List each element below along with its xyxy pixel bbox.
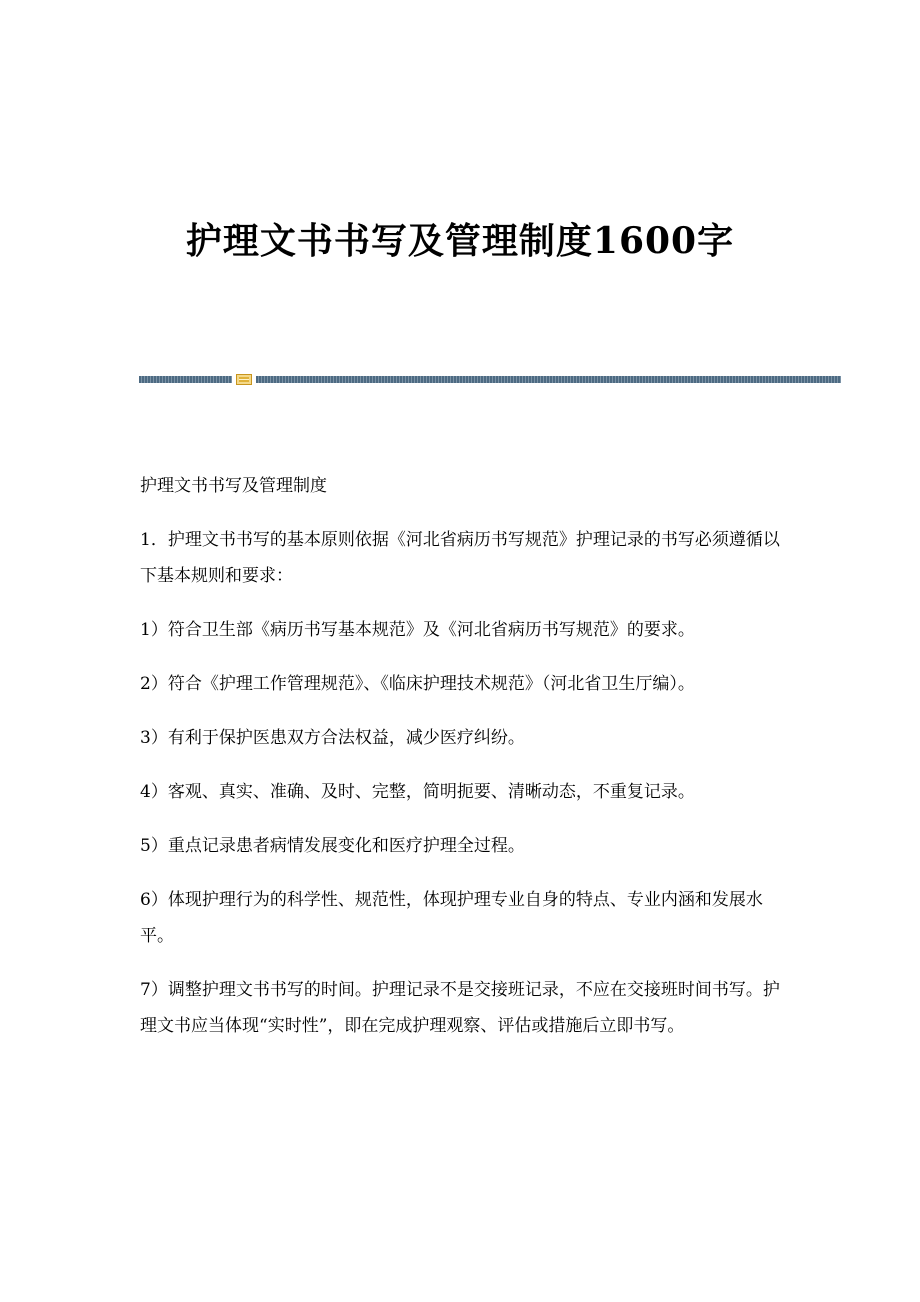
paragraph: 1．护理文书书写的基本原则依据《河北省病历书写规范》护理记录的书写必须遵循以下基本规则和要求： — [140, 530, 780, 586]
paragraph: 7）调整护理文书书写的时间。护理记录不是交接班记录，不应在交接班时间书写。护理文书应当体现“实时性”，即在完成护理观察、评估或措施后立即书写。 — [140, 980, 780, 1036]
paragraph: 3）有利于保护医患双方合法权益，减少医疗纠纷。 — [140, 728, 525, 748]
paragraph: 2）符合《护理工作管理规范》、《临床护理技术规范》（河北省卫生厅编）。 — [140, 674, 695, 694]
paragraph: 4）客观、真实、准确、及时、完整，简明扼要、清晰动态，不重复记录。 — [140, 782, 695, 802]
paragraph: 5）重点记录患者病情发展变化和医疗护理全过程。 — [140, 836, 525, 856]
paragraph: 1）符合卫生部《病历书写基本规范》及《河北省病历书写规范》的要求。 — [140, 620, 695, 640]
divider-ornament-icon — [236, 374, 252, 385]
divider-bar-right — [256, 376, 841, 383]
divider-bar-left — [139, 376, 232, 383]
document-title: 护理文书书写及管理制度1600字 — [185, 220, 735, 262]
paragraph: 6）体现护理行为的科学性、规范性，体现护理专业自身的特点、专业内涵和发展水平。 — [140, 890, 763, 946]
title-divider — [139, 374, 841, 384]
section-heading: 护理文书书写及管理制度 — [140, 476, 327, 496]
document-body — [140, 468, 790, 1062]
